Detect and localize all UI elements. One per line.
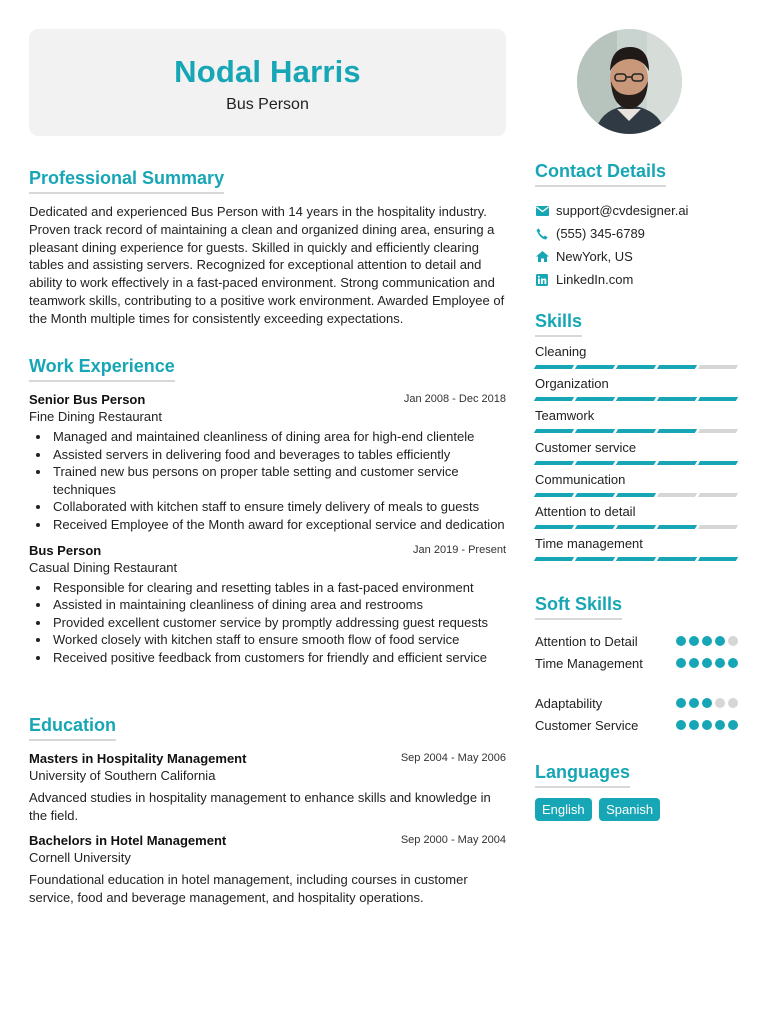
rating-dot — [728, 698, 738, 708]
list-item: Received Employee of the Month award for exceptional service and dedication — [29, 516, 506, 534]
skill-segment — [616, 557, 656, 561]
summary-text: Dedicated and experienced Bus Person with 14 years in the hospitality industry. Proven track record of maintaining a clean and organized dining area, ensuring a pleasant dining experience for guests. Skilled in quickly and efficiently clearing tables and assisting servers. Recognized for exceptional attention to detail and ability to work effectively in a fast-paced environment. Strong communication and teamwork skills, contributing to a positive work environment. Awarded Employee of the Month multiple times for consistently exceeding expectations. — [29, 204, 505, 326]
skill-segment — [534, 429, 574, 433]
job-date: Jan 2008 - Dec 2018 — [403, 393, 506, 405]
languages-heading: Languages — [535, 762, 630, 788]
skill-segment — [698, 525, 738, 529]
contact-email[interactable] — [535, 199, 738, 222]
skill-segment — [616, 429, 656, 433]
skill-name: Cleaning — [535, 344, 587, 359]
rating-dot — [728, 720, 738, 730]
education-date: Sep 2004 - May 2006 — [400, 752, 506, 764]
list-item: Collaborated with kitchen staff to ensure timely delivery of meals to guests — [29, 498, 506, 516]
education-entry — [29, 751, 506, 824]
email-text: support@cvdesigner.ai — [556, 203, 689, 218]
skill-segment — [698, 397, 738, 401]
contact-phone[interactable] — [535, 222, 738, 245]
phone-icon — [535, 227, 549, 241]
list-item: Assisted servers in delivering food and beverages to tables efficiently — [29, 446, 506, 464]
skills-section — [535, 311, 738, 568]
skill-name: Customer service — [535, 440, 637, 455]
soft-skill-item — [535, 692, 738, 714]
skill-segment — [534, 557, 574, 561]
profile-photo — [577, 29, 682, 134]
language-badge: English — [535, 798, 592, 821]
summary-section — [29, 168, 506, 328]
school-name: University of Southern California — [29, 768, 216, 783]
education-heading: Education — [29, 715, 116, 741]
contact-linkedin[interactable] — [535, 268, 738, 291]
job-entry — [29, 543, 506, 667]
linkedin-text: LinkedIn.com — [556, 272, 634, 287]
soft-skill-rating — [676, 636, 738, 646]
skill-segment — [616, 461, 656, 465]
list-item: Received positive feedback from customers for friendly and efficient service — [29, 649, 506, 667]
avatar-icon — [577, 29, 682, 134]
education-section — [29, 715, 506, 906]
job-bullets — [29, 579, 506, 667]
skill-segment — [534, 525, 574, 529]
rating-dot — [702, 698, 712, 708]
skill-level-bar — [535, 461, 738, 465]
skill-segment — [657, 365, 697, 369]
rating-dot — [702, 658, 712, 668]
summary-heading: Professional Summary — [29, 168, 224, 194]
rating-dot — [689, 658, 699, 668]
job-title: Bus Person — [29, 542, 102, 558]
list-item: Managed and maintained cleanliness of dining area for high-end clientele — [29, 428, 506, 446]
rating-dot — [676, 658, 686, 668]
skill-segment — [616, 397, 656, 401]
rating-dot — [728, 658, 738, 668]
skill-segment — [575, 461, 615, 465]
linkedin-icon — [535, 273, 549, 287]
rating-dot — [676, 698, 686, 708]
skill-item — [535, 536, 738, 568]
rating-dot — [702, 720, 712, 730]
list-item: Trained new bus persons on proper table setting and customer service techniques — [29, 463, 506, 498]
rating-dot — [676, 636, 686, 646]
home-icon — [535, 250, 549, 264]
list-item: Responsible for clearing and resetting tables in a fast-paced environment — [29, 579, 506, 597]
rating-dot — [689, 636, 699, 646]
phone-text: (555) 345-6789 — [556, 226, 645, 241]
job-company: Fine Dining Restaurant — [29, 409, 162, 424]
soft-skills-list — [535, 630, 738, 736]
skill-level-bar — [535, 525, 738, 529]
soft-skill-name: Time Management — [535, 655, 643, 671]
skill-segment — [575, 525, 615, 529]
skill-item — [535, 504, 738, 536]
skill-segment — [698, 493, 738, 497]
skill-name: Communication — [535, 472, 626, 487]
skill-item — [535, 472, 738, 504]
header-box — [29, 29, 506, 136]
contact-location — [535, 245, 738, 268]
job-date: Jan 2019 - Present — [413, 543, 506, 556]
rating-dot — [728, 636, 738, 646]
skill-segment — [575, 429, 615, 433]
education-description: Foundational education in hotel management, including courses in customer service, food and beverage management, and hospitality operations. — [29, 872, 468, 905]
contact-heading: Contact Details — [535, 161, 666, 187]
skill-segment — [657, 397, 697, 401]
degree-title: Masters in Hospitality Management — [29, 751, 247, 766]
skill-segment — [698, 429, 738, 433]
skills-heading: Skills — [535, 311, 582, 337]
candidate-title: Bus Person — [226, 96, 309, 113]
skill-segment — [657, 461, 697, 465]
skill-segment — [534, 461, 574, 465]
skill-segment — [534, 397, 574, 401]
envelope-icon — [535, 204, 549, 218]
contact-section — [535, 161, 738, 291]
skill-level-bar — [535, 429, 738, 433]
list-item: Worked closely with kitchen staff to ensure smooth flow of food service — [29, 631, 506, 649]
skill-name: Time management — [535, 536, 643, 551]
skill-segment — [657, 525, 697, 529]
skill-item — [535, 344, 738, 376]
education-description: Advanced studies in hospitality management to enhance skills and knowledge in the field. — [29, 790, 491, 823]
rating-dot — [676, 720, 686, 730]
skill-level-bar — [535, 397, 738, 401]
education-date: Sep 2000 - May 2004 — [400, 834, 506, 847]
degree-title: Bachelors in Hotel Management — [29, 833, 227, 849]
languages-section — [535, 762, 738, 821]
skill-segment — [698, 461, 738, 465]
soft-skill-item — [535, 652, 738, 674]
soft-skill-name: Adaptability — [535, 695, 603, 711]
soft-skill-rating — [676, 658, 738, 668]
education-entry — [29, 833, 506, 906]
skill-segment — [698, 557, 738, 561]
skill-segment — [657, 429, 697, 433]
location-text: NewYork, US — [556, 249, 633, 264]
skill-segment — [575, 493, 615, 497]
skill-level-bar — [535, 365, 738, 369]
job-title: Senior Bus Person — [29, 392, 146, 407]
rating-dot — [715, 720, 725, 730]
soft-skill-rating — [676, 698, 738, 708]
soft-skills-section — [535, 594, 738, 736]
soft-skill-rating — [676, 720, 738, 730]
skill-segment — [616, 365, 656, 369]
list-item: Provided excellent customer service by promptly addressing guest requests — [29, 614, 506, 632]
soft-skill-item — [535, 714, 738, 736]
rating-dot — [715, 698, 725, 708]
skill-segment — [534, 493, 574, 497]
skill-name: Teamwork — [535, 408, 595, 423]
languages-list — [535, 798, 738, 821]
soft-skills-heading: Soft Skills — [535, 594, 622, 620]
soft-skill-item — [535, 630, 738, 652]
skill-name: Organization — [535, 376, 609, 391]
soft-skill-name: Customer Service — [535, 717, 639, 733]
skill-item — [535, 376, 738, 408]
list-item: Assisted in maintaining cleanliness of dining area and restrooms — [29, 596, 506, 614]
skill-segment — [616, 525, 656, 529]
skill-level-bar — [535, 557, 738, 561]
job-bullets — [29, 428, 506, 534]
language-badge: Spanish — [599, 798, 660, 821]
experience-section — [29, 356, 506, 667]
skill-segment — [534, 365, 574, 369]
candidate-name: Nodal Harris — [174, 54, 361, 89]
skill-segment — [575, 557, 615, 561]
skill-segment — [575, 365, 615, 369]
soft-skill-name: Attention to Detail — [535, 633, 638, 649]
skill-name: Attention to detail — [535, 504, 636, 519]
job-company: Casual Dining Restaurant — [29, 559, 178, 575]
skills-list — [535, 344, 738, 568]
school-name: Cornell University — [29, 850, 131, 866]
rating-dot — [689, 698, 699, 708]
rating-dot — [715, 636, 725, 646]
rating-dot — [715, 658, 725, 668]
rating-dot — [689, 720, 699, 730]
skill-item — [535, 440, 738, 472]
skill-segment — [575, 397, 615, 401]
rating-dot — [702, 636, 712, 646]
skill-segment — [657, 557, 697, 561]
experience-heading: Work Experience — [29, 356, 175, 382]
job-entry — [29, 392, 506, 534]
skill-level-bar — [535, 493, 738, 497]
skill-segment — [657, 493, 697, 497]
skill-segment — [698, 365, 738, 369]
skill-segment — [616, 493, 656, 497]
skill-item — [535, 408, 738, 440]
